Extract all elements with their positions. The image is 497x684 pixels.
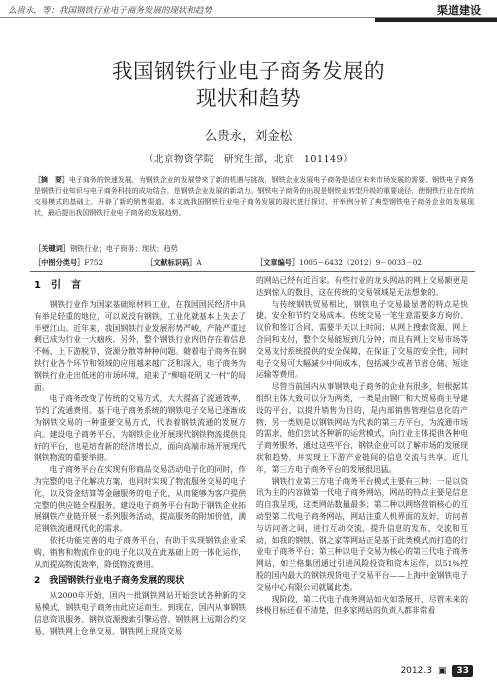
abstract-text: 电子商务的快速发展，为钢铁企业的发展带来了新的机遇与挑战，钢铁企业发展电子商务是适应未来市场发展的需要。钢铁电子商务是钢铁行业知识与电子商务科技的成功结合，是钢铁企业发展的新动力。钢铁电子商务的出现是钢铁业转型升级的重要途径，使钢铁行业在传统交易模式的基础上，开辟了新的销售渠道。本文就我国钢铁行业电子商务发展的现状进行探讨，并举例分析了典型钢铁电子商务企业的发展现状，最后提出我国钢铁行业电子商务的发展趋势。	[34, 176, 475, 217]
doc-code: ［文献标识码］A	[146, 258, 202, 267]
journal-icon: ▣	[437, 666, 447, 676]
keywords-text: 钢铁行业；电子商务；现状；趋势	[69, 244, 178, 253]
paragraph: 电子商务平台在实现有形商品交易活动电子化的同时，作为完整的电子化解决方案，也同时实现了物流服务交易的电子化，以及资金结算等金融服务的电子化，从而能够为客户提供完整的供应链全程服务。建设电子商务平台有助于钢铁企业拓展钢铁产业链开展一系列服务活动，提高服务的附加价值，满足钢铁流通现代化的需求。	[34, 465, 246, 534]
paragraph: 钢铁行业作为国家基础原材料工业，在我国国民经济中具有举足轻重的地位，可以说没有钢铁，工业化就基本上失去了半壁江山。近年来，我国钢铁行业发展形势严峻，产能严重过剩已成为行业一大痼疾。另外，整个钢铁行业内仍存在着信息不畅、上下游脱节、资源分散等种种问题。随着电子商务在钢铁行业各个环节和领域的应用越来越广泛和深入，电子商务为钢铁行业走出低迷的市场环境，迎来了“柳暗花明又一村”的局面。	[34, 300, 246, 392]
paragraph: 的网站已经有近百家。有些行业的龙头网站的网上交易额更是达到惊人的数目，这在传统的交易领域是无法想象的。	[256, 276, 468, 297]
paragraph: 从2000年开始，国内一批钢铁网站开始尝试各种新的交易模式，钢铁电子商务由此应运而生。到现在，国内从事钢铁信息资讯服务、钢铁资源搜索引擎运营、钢铁网上远期合约交易、钢铁网上仓单交易、钢铁网上现货交易	[34, 591, 246, 636]
keywords	[34, 244, 178, 254]
paragraph: 尽管当前国内从事钢铁电子商务的企业有很多，但根据其组织主体大致可以分为两类，一类是由钢厂和大贸易商主导建设的平台，以提升销售为目的，是内部销售管理信息化的产物；另一类则是以钢铁网站为代表的第三方平台，为流通市场的需求，他们尝试各种新的运营模式，向行业主体提供各种电子商务服务，通过这些平台，钢铁企业可以了解市场的发展现状和趋势，并实现上下游产业链间的信息交流与共享。近几年，第三方电子商务平台的发展很迅猛。	[256, 382, 468, 474]
clc: ［中图分类号］F752	[34, 258, 104, 267]
section-heading-2: 2 我国钢铁行业电子商务发展的现状	[34, 576, 185, 587]
affiliation: （北京物资学院 研究生部，北京 101149）	[143, 154, 354, 165]
paragraph: 依托功能完善的电子商务平台，有助于实现钢铁企业采购、销售和物流作业的电子化以及在此基础上的一体化运作，从而提高物流效率，降低物流费用。	[34, 535, 246, 569]
paragraph: 现阶段，第二代电子商务网站如火如荼展开，尽管未来的终极目标还看不清楚，但多家网站的负责人都非常看	[256, 594, 468, 616]
column-name: 渠道建设	[437, 4, 481, 17]
header-bar	[375, 18, 497, 22]
meta-rule	[30, 271, 475, 272]
issue-date: 2012.3	[400, 666, 432, 676]
abstract	[34, 175, 474, 219]
page-number: 33	[452, 665, 473, 677]
running-title: 么贵永，等：我国钢铁行业电子商务发展的现状和趋势	[8, 5, 213, 15]
article-number: ［文章编号］1005－6432（2012）9－0033－02	[256, 258, 422, 267]
paragraph: 电子商务改变了传统的交易方式，大大提高了流通效率，节约了流通费用。基于电子商务系统的钢铁电子交易已逐渐成为钢铁交易的一种重要交易方式，代表着钢铁流通的发展方向。建设电子商务平台，为钢铁企业开展现代钢铁物流提供良好的平台，也是培育新的经济增长点，面向高端市场开展现代钢铁物流的重要举措。	[34, 394, 246, 463]
paragraph: 与传统钢铁贸易相比，钢铁电子交易最显著的特点是快捷、安全和节约交易成本。传统交易一笔生意需要多方询价、议价和签订合同，需要半天以上时间；从网上搜索资源、网上合同和支付，整个交易能短到几分钟；而且有网上交易市场等交易支付系统提供的安全保障，在保证了交易的安全性，同时电子交易可大幅减少中间成本，包括减少或者节省仓储、短途运输等费用。	[256, 299, 468, 380]
section-heading-1: 1 引 言	[34, 280, 81, 291]
article-meta	[34, 258, 422, 268]
keywords-label: ［关键词］	[34, 244, 70, 253]
title-line-2: 现状和趋势	[196, 86, 301, 110]
left-column	[34, 275, 246, 638]
article-title	[0, 58, 497, 112]
title-line-1: 我国钢铁行业电子商务发展的	[112, 59, 385, 83]
abstract-label: ［摘 要］	[34, 176, 69, 184]
right-column	[256, 275, 468, 617]
page-footer	[400, 665, 473, 677]
authors: 么贵永，刘金松	[204, 128, 293, 143]
paragraph: 钢铁行业第三方电子商务平台模式主要有三种：一是以资讯为主的内容做第一代电子商务网站，网站的特点主要是信息的自我呈现，这类网站数量最多；第二种以网络营销核心的互动型第二代电子商务网站，网站注重人机界面的友好，访问者与访问者之间，进行互动交流，提升信息的发布、交流和互动，如我的钢铁、钢之家等网站正是基于此类模式而打造的行业电子商务平台；第三种以电子交易为核心的第三代电子商务网站，如兰格集团通过引进风险投资和资本运作，以51%控股的国内最大的钢铁现货电子交易平台——上海中金钢铁电子交易中心有限公司就属此类。	[256, 476, 468, 592]
